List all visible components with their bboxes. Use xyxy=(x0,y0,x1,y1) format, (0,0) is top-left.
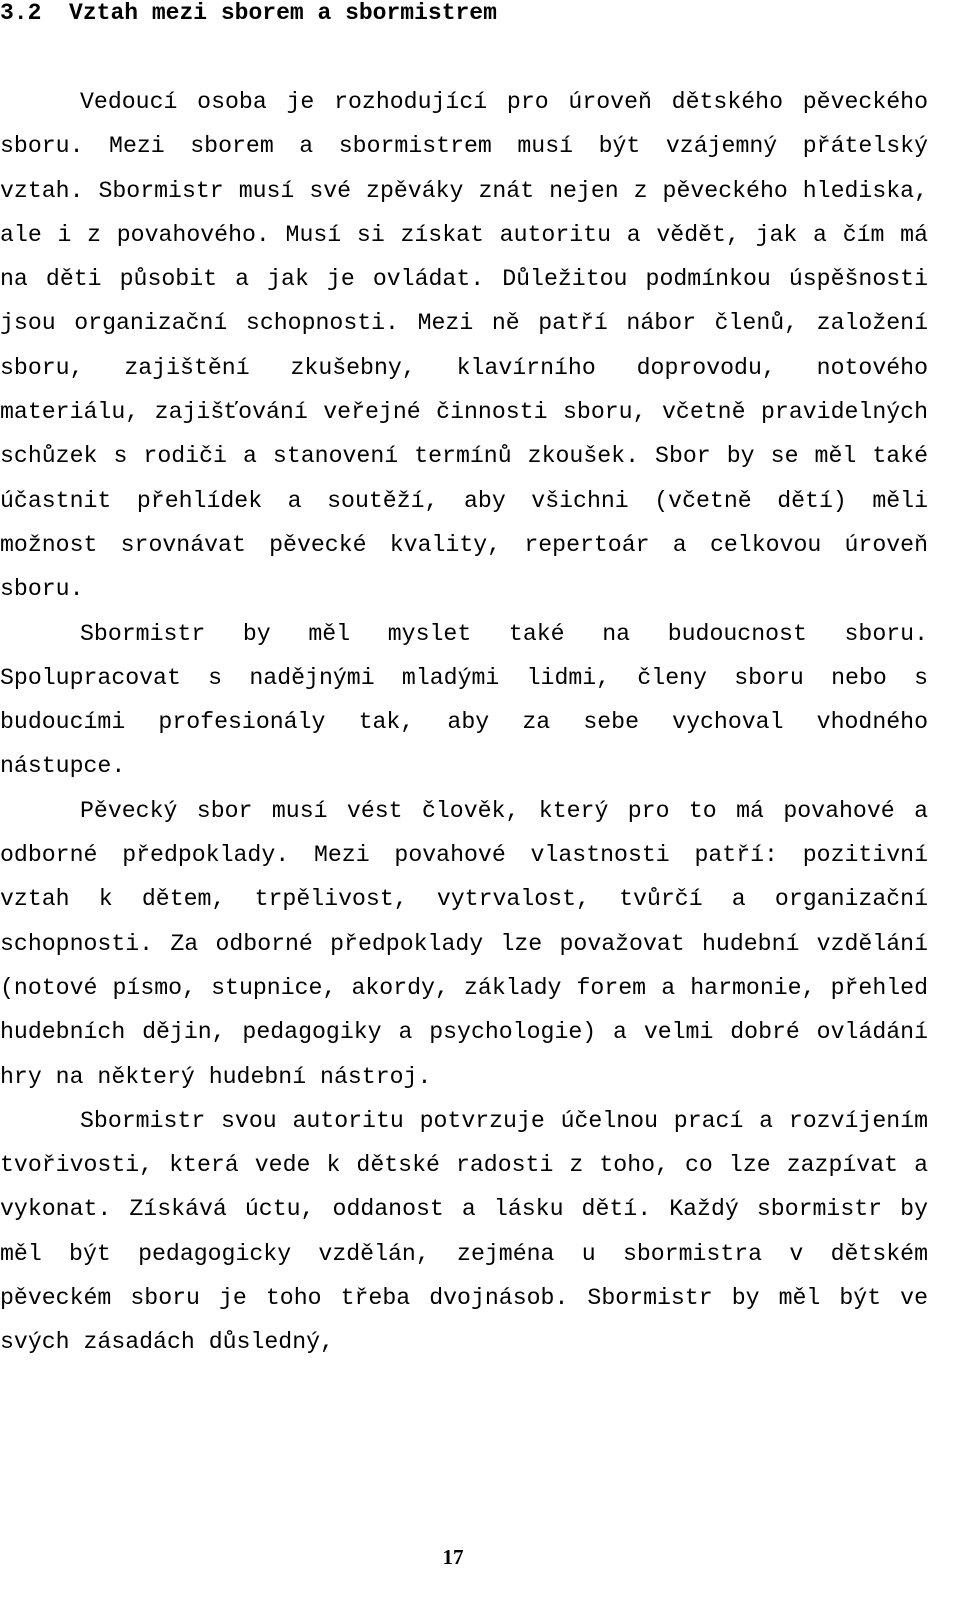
section-number: 3.2 xyxy=(0,0,42,26)
paragraph: Vedoucí osoba je rozhodující pro úroveň dětského pěveckého sboru. Mezi sborem a sbormistrem musí být vzájemný přátelský vztah. Sbormistr musí své zpěváky znát nejen z pěveckého hlediska, ale i z povahového. Musí si získat autoritu a vědět, jak a čím má na děti působit a jak je ovládat. Důležitou podmínkou úspěšnosti jsou organizační schopnosti. Mezi ně patří nábor členů, založení sboru, zajištění zkušebny, klavírního doprovodu, notového materiálu, zajišťování veřejné činnosti sboru, včetně pravidelných schůzek s rodiči a stanovení termínů zkoušek. Sbor by se měl také účastnit přehlídek a soutěží, aby všichni (včetně dětí) měli možnost srovnávat pěvecké kvality, repertoár a celkovou úroveň sboru. xyxy=(0,89,928,603)
paragraph: Sbormistr svou autoritu potvrzuje účelnou prací a rozvíjením tvořivosti, která vede k dětské radosti z toho, co lze zazpívat a vykonat. Získává úctu, oddanost a lásku dětí. Každý sbormistr by měl být pedagogicky vzdělán, zejména u sbormistra v dětském pěveckém sboru je toho třeba dvojnásob. Sbormistr by měl být ve svých zásadách důsledný, xyxy=(0,1107,928,1356)
paragraph: Pěvecký sbor musí vést člověk, který pro to má povahové a odborné předpoklady. Mezi povahové vlastnosti patří: pozitivní vztah k dětem, trpělivost, vytrvalost, tvůrčí a organizační schopnosti. Za odborné předpoklady lze považovat hudební vzdělání (notové písmo, stupnice, akordy, základy forem a harmonie, přehled hudebních dějin, pedagogiky a psychologie) a velmi dobré ovládání hry na některý hudební nástroj. xyxy=(0,797,928,1090)
paragraph: Sbormistr by měl myslet také na budoucnost sboru. Spolupracovat s nadějnými mladými lidmi, členy sboru nebo s budoucími profesionály tak, aby za sebe vychoval vhodného nástupce. xyxy=(0,620,928,780)
section-title: Vztah mezi sborem a sbormistrem xyxy=(69,0,497,26)
section-heading xyxy=(0,0,497,26)
body-text xyxy=(0,80,928,1365)
page-number: 17 xyxy=(442,1545,464,1569)
